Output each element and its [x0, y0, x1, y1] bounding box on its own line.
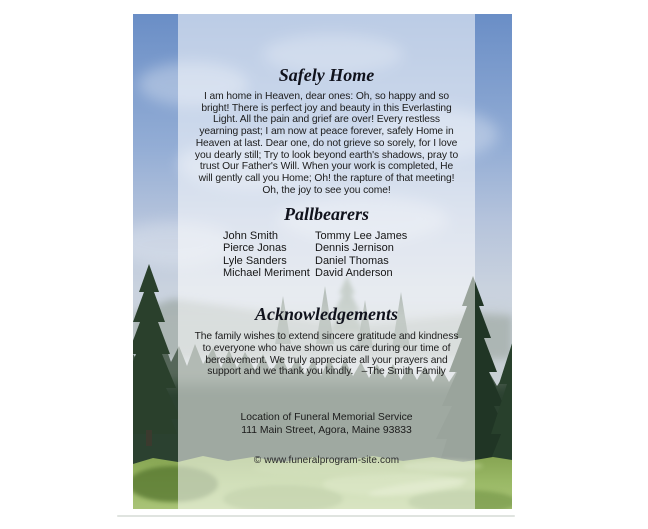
poem-text — [178, 91, 475, 196]
acknowledgements-line: The family wishes to extend sincere gratitude and kindness — [194, 331, 459, 342]
poem-line: trust Our Father's Will. When your work is completed, He — [199, 161, 454, 173]
service-address-line: 111 Main Street, Agora, Maine 93833 — [241, 424, 412, 436]
acknowledgements-title: Acknowledgements — [255, 304, 398, 324]
background-photo — [133, 14, 512, 509]
poem-line: bright! There is perfect joy and beauty in this Everlasting — [201, 102, 452, 114]
acknowledgements-text — [178, 331, 475, 378]
program-content — [178, 14, 475, 509]
acknowledgements-line: support and we thank you kindly. –The Smith Family — [207, 366, 446, 378]
poem-line: Light. All the pain and grief are over! Every restless — [213, 114, 440, 126]
pallbearer-name: Dennis Jernison — [315, 242, 394, 255]
pallbearer-name: Lyle Sanders — [223, 254, 287, 267]
pallbearers-title: Pallbearers — [284, 204, 369, 224]
poem-line: yearning past; I am now at peace forever, safely Home in — [199, 126, 454, 138]
poem-line: will gently call you Home; Oh! the rapture of that meeting! — [198, 172, 455, 184]
service-location-block — [178, 412, 475, 437]
poem-title: Safely Home — [278, 65, 375, 85]
service-location-line: Location of Funeral Memorial Service — [240, 412, 413, 423]
pallbearer-name: Pierce Jonas — [223, 242, 287, 255]
pallbearer-name: Michael Meriment — [223, 266, 310, 279]
poem-line: Heaven at last. Dear one, do not grieve so sorely, for I love — [195, 137, 458, 149]
pallbearer-name: Tommy Lee James — [315, 230, 408, 242]
page-shadow-line — [117, 515, 515, 517]
pallbearer-name: John Smith — [223, 230, 279, 242]
pallbearers-right-column — [315, 230, 407, 279]
pallbearers-list — [223, 230, 407, 279]
poem-line: Oh, the joy to see you come! — [262, 184, 391, 196]
pallbearers-left-column — [223, 230, 315, 279]
acknowledgements-line: to everyone who have shown us care during our time of — [202, 342, 451, 354]
poem-line: I am home in Heaven, dear ones: Oh, so happy and so — [203, 91, 450, 102]
copyright-text: © www.funeralprogram-site.com — [253, 455, 400, 466]
pallbearer-name: Daniel Thomas — [315, 254, 389, 267]
acknowledgements-line: bereavement. We truly appreciate all your prayers and — [205, 354, 448, 366]
poem-line: you dearly still; Try to look beyond earth's shadows, pray to — [194, 149, 459, 161]
pallbearer-name: David Anderson — [315, 266, 393, 279]
